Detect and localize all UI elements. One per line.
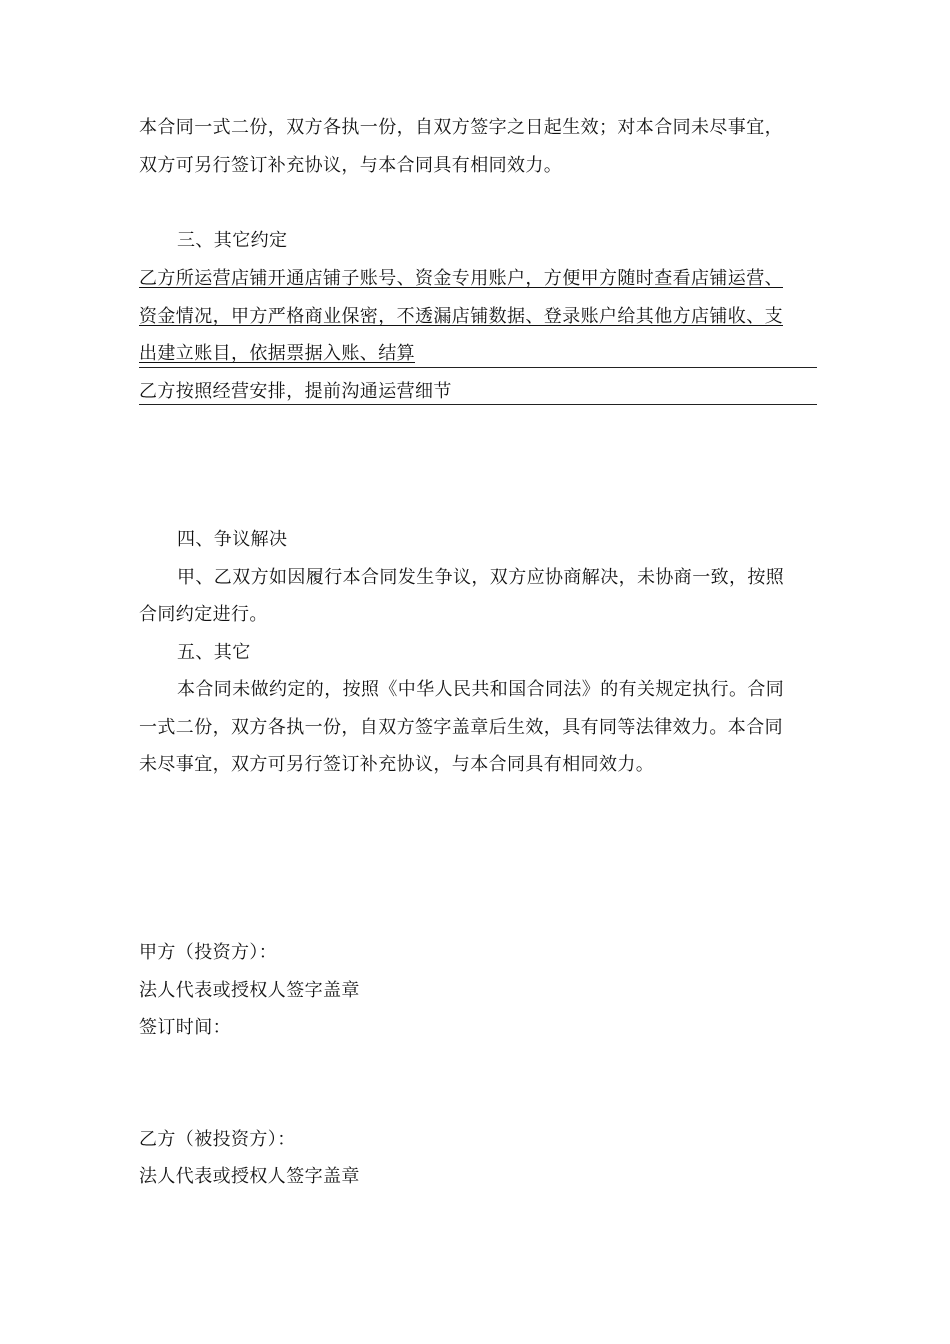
section-heading: 三、其它约定 xyxy=(177,230,288,251)
paragraph-line: 本合同一式二份，双方各执一份，自双方签字之日起生效；对本合同未尽事宜， xyxy=(139,117,783,138)
fill-in-rule xyxy=(139,367,817,368)
party-a-signature-label: 法人代表或授权人签字盖章 xyxy=(139,980,360,1001)
party-a-date-label: 签订时间： xyxy=(139,1017,231,1038)
underlined-clause-line: 出建立账目，依据票据入账、结算 xyxy=(139,343,415,364)
paragraph-line: 合同约定进行。 xyxy=(139,604,268,625)
clause-line: 乙方按照经营安排，提前沟通运营细节 xyxy=(139,381,452,402)
paragraph-line: 甲、乙双方如因履行本合同发生争议，双方应协商解决，未协商一致，按照 xyxy=(177,567,785,588)
party-a-title: 甲方（投资方）： xyxy=(139,942,278,963)
section-heading: 五、其它 xyxy=(177,642,251,663)
paragraph-line: 未尽事宜，双方可另行签订补充协议，与本合同具有相同效力。 xyxy=(139,754,655,775)
paragraph-line: 双方可另行签订补充协议，与本合同具有相同效力。 xyxy=(139,155,563,176)
paragraph-line: 一式二份，双方各执一份，自双方签字盖章后生效，具有同等法律效力。本合同 xyxy=(139,717,783,738)
underlined-clause-line: 乙方所运营店铺开通店铺子账号、资金专用账户，方便甲方随时查看店铺运营、 xyxy=(139,268,783,289)
party-b-title: 乙方（被投资方）： xyxy=(139,1129,296,1150)
underlined-clause-line: 资金情况，甲方严格商业保密，不透漏店铺数据、登录账户给其他方店铺收、支 xyxy=(139,306,783,327)
fill-in-rule xyxy=(139,404,817,405)
section-heading: 四、争议解决 xyxy=(177,529,288,550)
party-b-signature-label: 法人代表或授权人签字盖章 xyxy=(139,1166,360,1187)
paragraph-line: 本合同未做约定的，按照《中华人民共和国合同法》的有关规定执行。合同 xyxy=(177,679,785,700)
